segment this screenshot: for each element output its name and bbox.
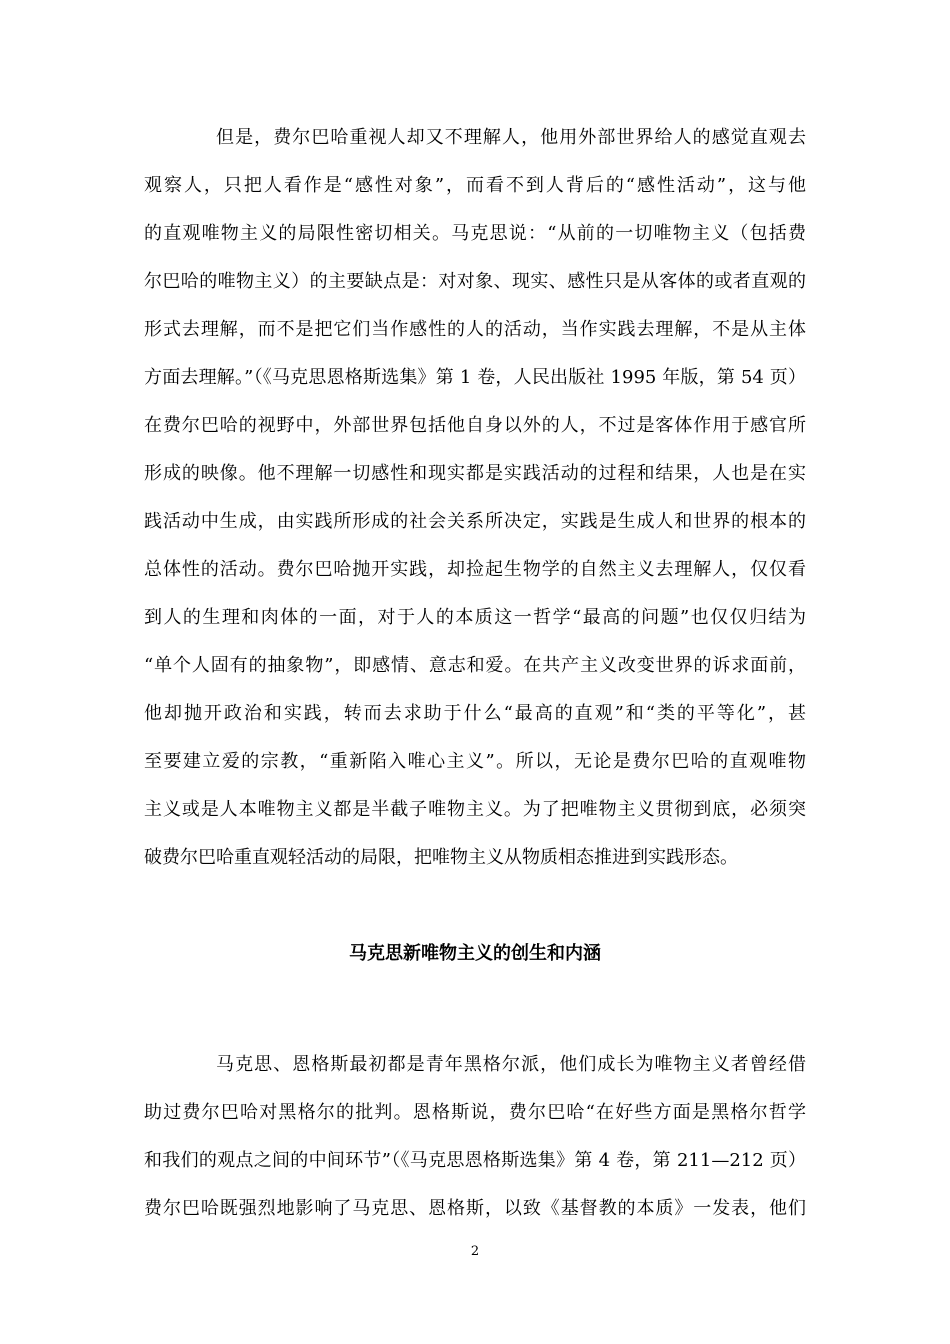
paragraph-1-line-12: “单个人固有的抽象物”，即感情、意志和爱。在共产主义改变世界的诉求面前， <box>144 655 806 676</box>
paragraph-1-line-16: 破费尔巴哈重直观轻活动的局限，把唯物主义从物质相态推进到实践形态。 <box>144 847 738 868</box>
paragraph-1-line-4: 尔巴哈的唯物主义）的主要缺点是：对对象、现实、感性只是从客体的或者直观的 <box>144 271 806 292</box>
paragraph-1-line-5: 形式去理解，而不是把它们当作感性的人的活动，当作实践去理解，不是从主体 <box>144 319 806 340</box>
paragraph-1-line-13: 他却抛开政治和实践，转而去求助于什么“最高的直观”和“类的平等化”，甚 <box>144 703 806 724</box>
paragraph-1-line-11: 到人的生理和肉体的一面，对于人的本质这一哲学“最高的问题”也仅仅归结为 <box>144 607 806 628</box>
paragraph-2-line-2: 助过费尔巴哈对黑格尔的批判。恩格斯说，费尔巴哈“在好些方面是黑格尔哲学 <box>144 1102 806 1123</box>
paragraph-1-line-7: 在费尔巴哈的视野中，外部世界包括他自身以外的人，不过是客体作用于感官所 <box>144 415 806 436</box>
paragraph-1-line-8: 形成的映像。他不理解一切感性和现实都是实践活动的过程和结果，人也是在实 <box>144 463 806 484</box>
paragraph-1-line-1: 但是，费尔巴哈重视人却又不理解人，他用外部世界给人的感觉直观去 <box>216 127 806 148</box>
paragraph-2-line-3: 和我们的观点之间的中间环节”（《马克思恩格斯选集》第 4 卷，第 211—212 页） <box>144 1150 806 1171</box>
paragraph-2-line-4: 费尔巴哈既强烈地影响了马克思、恩格斯，以致《基督教的本质》一发表，他们 <box>144 1198 806 1219</box>
paragraph-1-line-6: 方面去理解。”（《马克思恩格斯选集》第 1 卷，人民出版社 1995 年版，第 54 页） <box>144 367 806 388</box>
paragraph-2-line-1: 马克思、恩格斯最初都是青年黑格尔派，他们成长为唯物主义者曾经借 <box>216 1054 806 1075</box>
paragraph-1-line-15: 主义或是人本唯物主义都是半截子唯物主义。为了把唯物主义贯彻到底，必须突 <box>144 799 806 820</box>
paragraph-1-line-10: 总体性的活动。费尔巴哈抛开实践，却捡起生物学的自然主义去理解人，仅仅看 <box>144 559 806 580</box>
paragraph-1-line-2: 观察人，只把人看作是“感性对象”，而看不到人背后的“感性活动”，这与他 <box>144 175 806 196</box>
page-number: 2 <box>470 1244 480 1259</box>
paragraph-1-line-9: 践活动中生成，由实践所形成的社会关系所决定，实践是生成人和世界的根本的 <box>144 511 806 532</box>
paragraph-1-line-3: 的直观唯物主义的局限性密切相关。马克思说：“从前的一切唯物主义（包括费 <box>144 223 806 244</box>
section-heading: 马克思新唯物主义的创生和内涵 <box>349 943 601 964</box>
paragraph-1-line-14: 至要建立爱的宗教，“重新陷入唯心主义”。所以，无论是费尔巴哈的直观唯物 <box>144 751 806 772</box>
